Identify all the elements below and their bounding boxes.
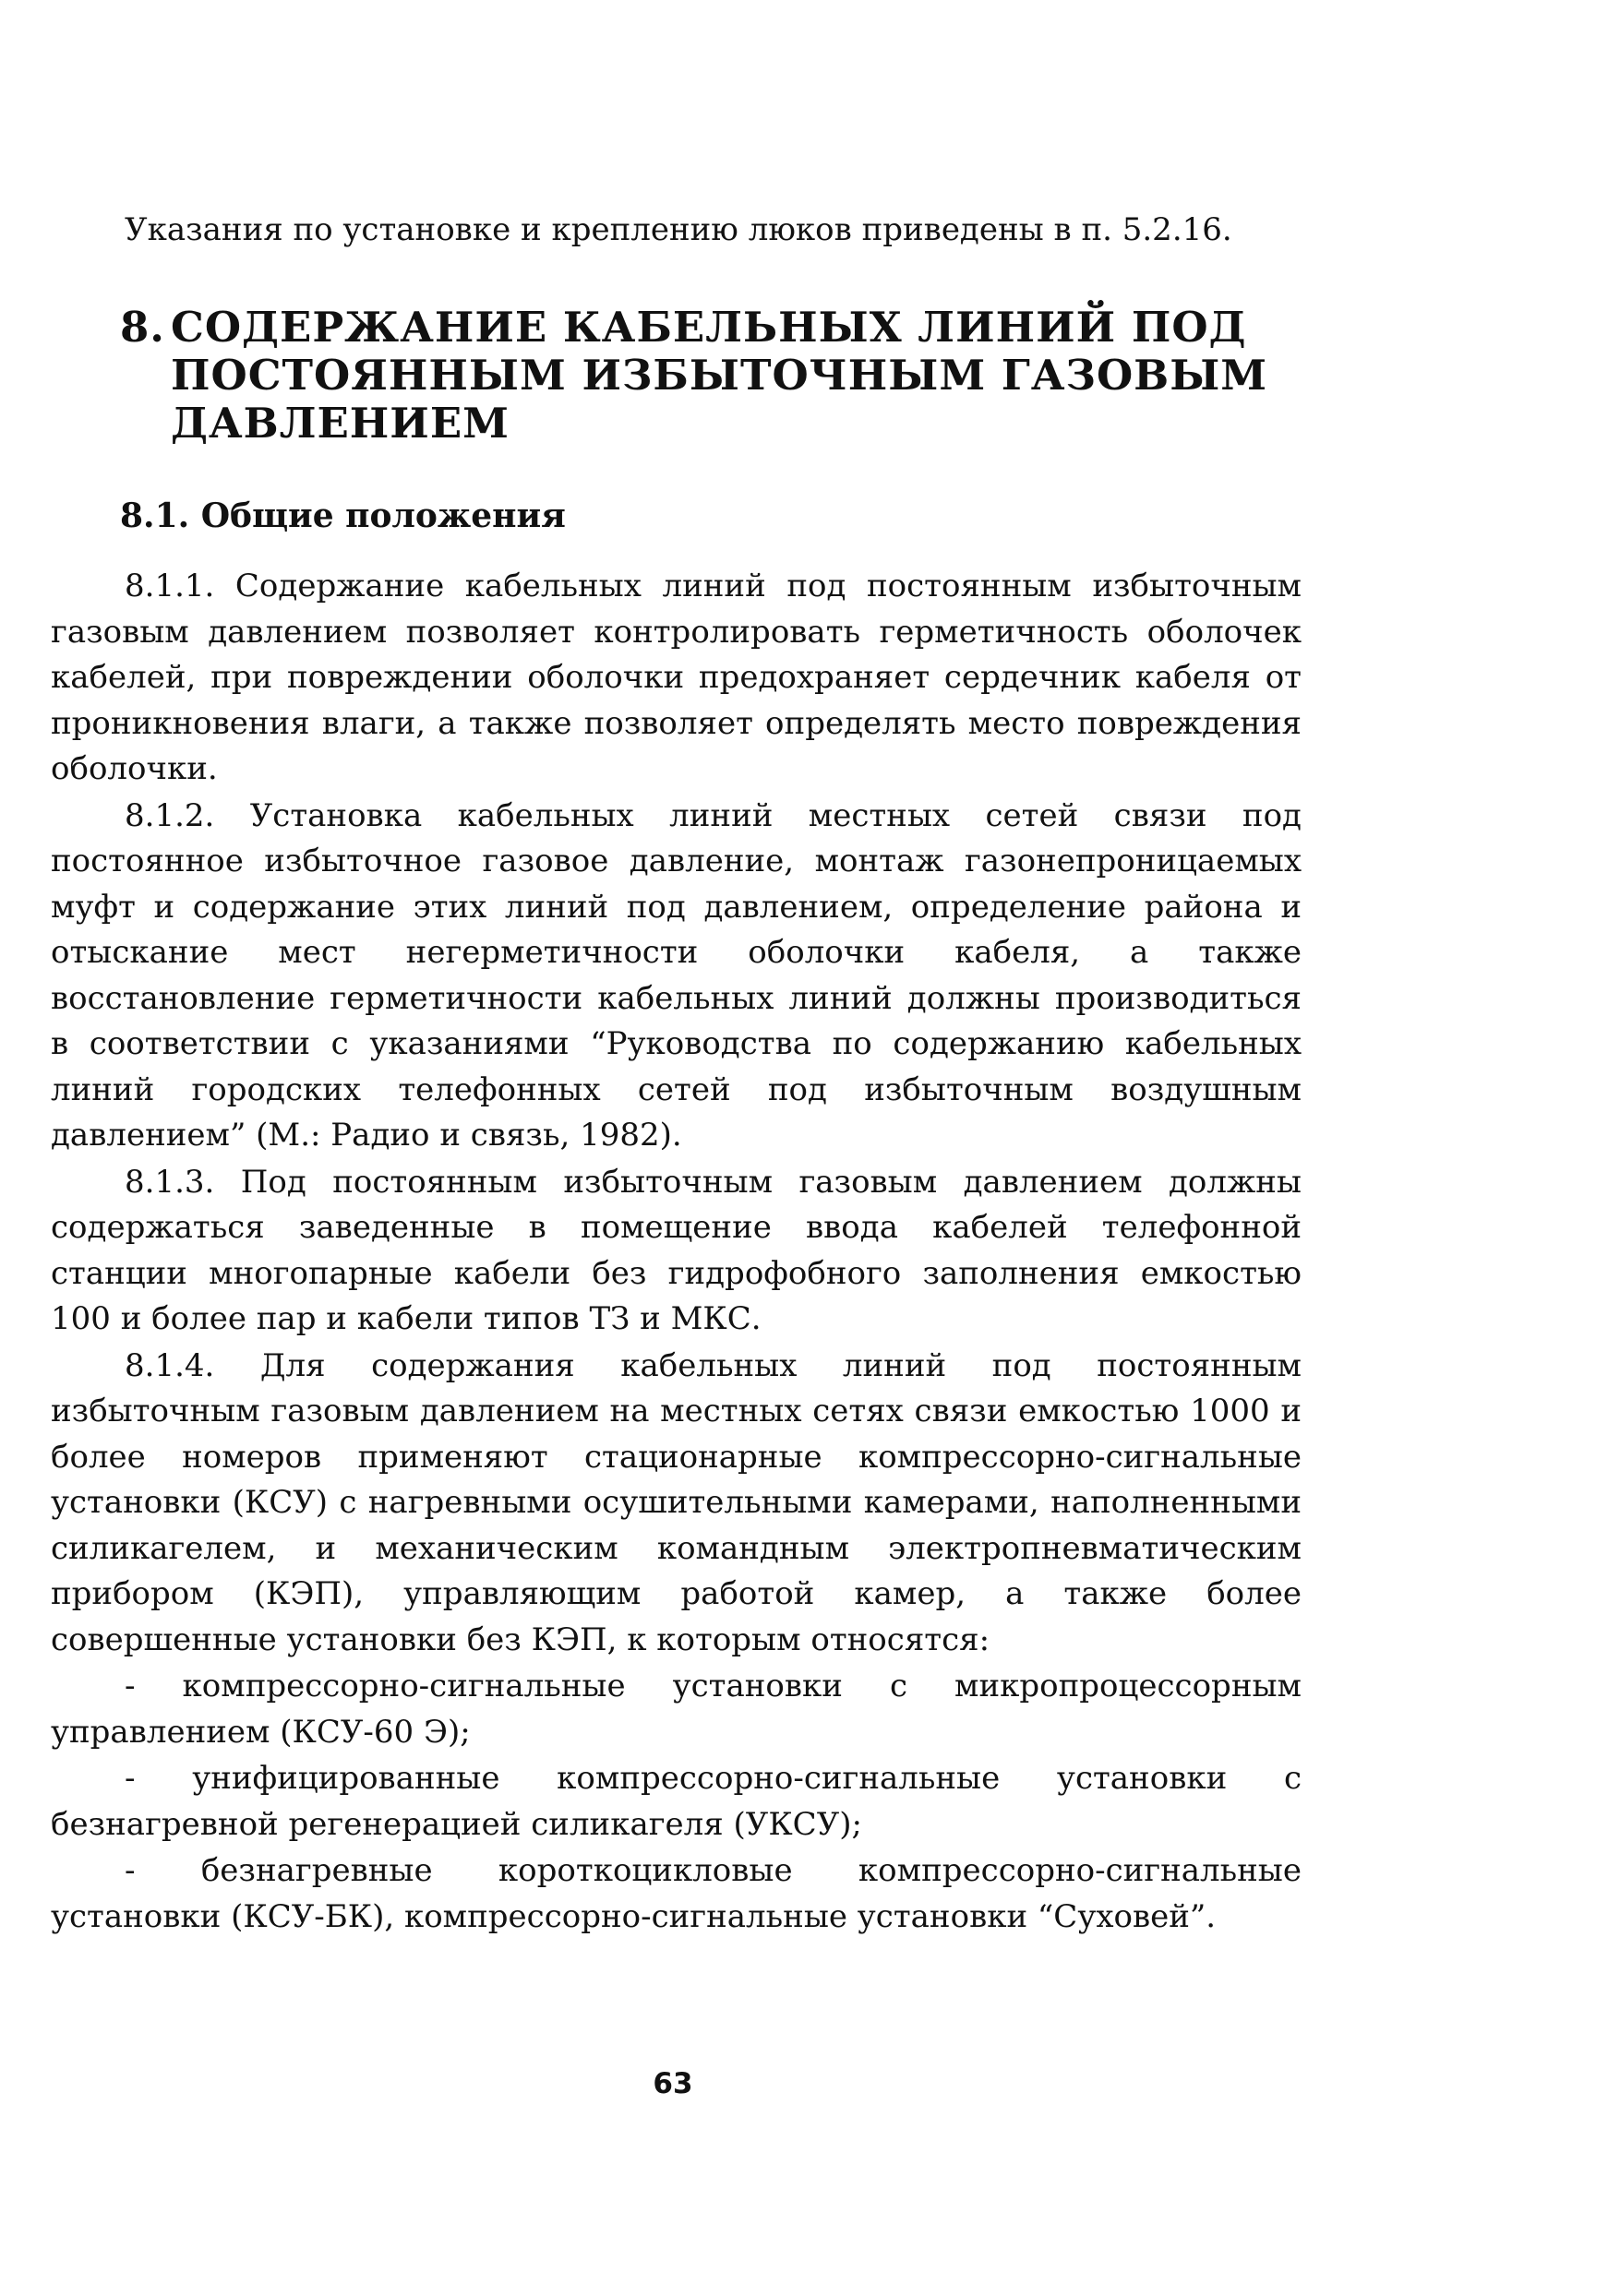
paragraph-8-1-3: 8.1.3. Под постоянным избыточным газовым давлением должны содержаться заведенные в помещение ввода кабелей телефонной станции многопарные кабели без гидрофобного заполнения емкостью 100 и более пар и кабели типов ТЗ и МКС.: [51, 1163, 1302, 1337]
page-number: 63: [653, 2067, 693, 2100]
document-page: [51, 208, 1302, 1941]
chapter-heading: [51, 304, 1302, 448]
chapter-number: 8.: [120, 303, 165, 352]
chapter-title-line: СОДЕРЖАНИЕ КАБЕЛЬНЫХ ЛИНИЙ ПОД: [171, 303, 1247, 352]
chapter-title: [171, 304, 1302, 448]
chapter-title-line: ПОСТОЯННЫМ ИЗБЫТОЧНЫМ ГАЗОВЫМ: [171, 351, 1268, 400]
chapter-title-line: ДАВЛЕНИЕМ: [171, 399, 510, 448]
intro-paragraph: Указания по установке и креплению люков приведены в п. 5.2.16.: [125, 211, 1232, 248]
list-item: - унифицированные компрессорно-сигнальные установки с безнагревной регенерацией силикагеля (УКСУ);: [51, 1760, 1302, 1843]
list-item: - компрессорно-сигнальные установки с микропроцессорным управлением (КСУ-60 Э);: [51, 1668, 1302, 1751]
paragraph-8-1-2: 8.1.2. Установка кабельных линий местных сетей связи под постоянное избыточное газовое давление, монтаж газонепроницаемых муфт и содержание этих линий под давлением, определение района и отыскание мест негерметичности оболочки кабеля, а также восстановление герметичности кабельных линий должны производиться в соответствии с указаниями “Руководства по содержанию кабельных линий городских телефонных сетей под избыточным воздушным давлением” (М.: Радио и связь, 1982).: [51, 796, 1302, 1154]
section-heading: 8.1. Общие положения: [120, 496, 566, 535]
paragraph-8-1-4: 8.1.4. Для содержания кабельных линий под постоянным избыточным газовым давлением на местных сетях связи емкостью 1000 и более номеров применяют стационарные компрессорно-сигнальные установки (КСУ) с нагревными осушительными камерами, наполненными силикагелем, и механическим командным электропневматическим прибором (КЭП), управляющим работой камер, а также более совершенные установки без КЭП, к которым относятся:: [51, 1346, 1302, 1658]
paragraph-8-1-1: 8.1.1. Содержание кабельных линий под постоянным избыточным газовым давлением позволяет контролировать герметичность оболочек кабелей, при повреждении оболочки предохраняет сердечник кабеля от проникновения влаги, а также позволяет определять место повреждения оболочки.: [51, 568, 1302, 787]
list-item: - безнагревные короткоцикловые компрессорно-сигнальные установки (КСУ-БК), компрессорно-сигнальные установки “Суховей”.: [51, 1852, 1302, 1935]
